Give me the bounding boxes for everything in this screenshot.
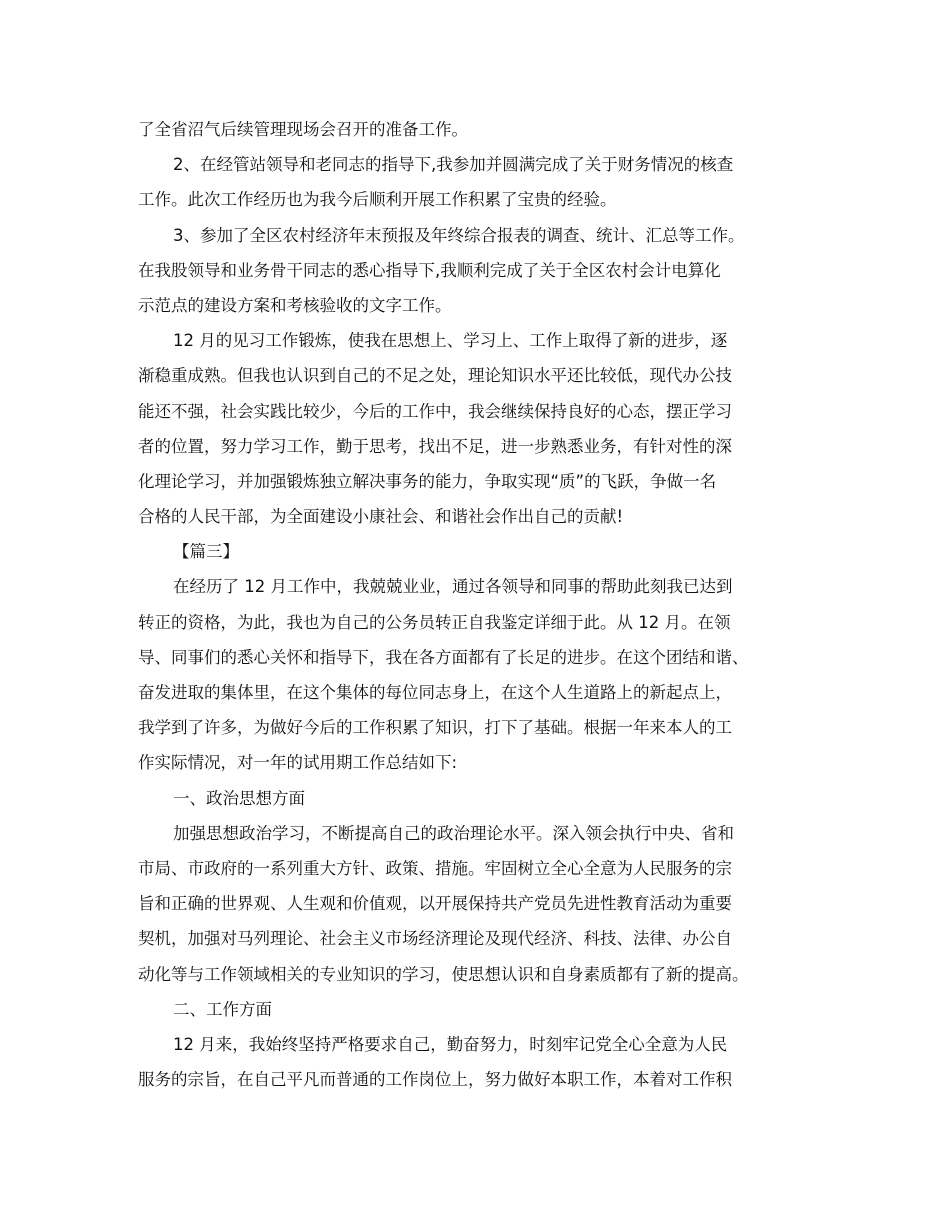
text-line: 我学到了许多，为做好今后的工作积累了知识，打下了基础。根据一年来本人的工 — [138, 718, 732, 738]
text-line: 导、同事们的悉心关怀和指导下，我在各方面都有了长足的进步。在这个团结和谐、 — [138, 647, 749, 667]
text-line: 加强思想政治学习，不断提高自己的政治理论水平。深入领会执行中央、省和 — [173, 823, 734, 843]
text-line: 作实际情况，对一年的试用期工作总结如下: — [138, 753, 458, 773]
text-line: 二、工作方面 — [173, 999, 272, 1019]
text-line: 在我股领导和业务骨干同志的悉心指导下,我顺利完成了关于全区农村会计电算化 — [138, 260, 721, 280]
text-line: 动化等与工作领域相关的专业知识的学习，使思想认识和自身素质都有了新的提高。 — [138, 964, 749, 984]
text-line: 在经历了 12 月工作中，我兢兢业业，通过各领导和同事的帮助此刻我已达到 — [173, 577, 733, 597]
document-body — [138, 112, 818, 1097]
text-line: 能还不强，社会实践比较少，今后的工作中，我会继续保持良好的心态，摆正学习 — [138, 401, 732, 421]
text-line: 奋发进取的集体里，在这个集体的每位同志身上，在这个人生道路上的新起点上， — [138, 683, 732, 702]
text-line: 市局、市政府的一系列重大方针、政策、措施。牢固树立全心全意为人民服务的宗 — [138, 858, 732, 878]
text-line: 合格的人民干部，为全面建设小康社会、和谐社会作出自己的贡献! — [138, 507, 624, 527]
text-line: 2、在经管站领导和老同志的指导下,我参加并圆满完成了关于财务情况的核查 — [173, 155, 734, 175]
text-line: 工作。此次工作经历也为我今后顺利开展工作积累了宝贵的经验。 — [138, 190, 617, 210]
text-line: 12 月来，我始终坚持严格要求自己，勤奋努力，时刻牢记党全心全意为人民 — [173, 1034, 728, 1054]
text-line: 示范点的建设方案和考核验收的文字工作。 — [138, 295, 452, 315]
text-line: 者的位置，努力学习工作，勤于思考，找出不足，进一步熟悉业务，有针对性的深 — [138, 436, 732, 456]
text-line: 一、政治思想方面 — [173, 788, 305, 808]
text-line: 3、参加了全区农村经济年末预报及年终综合报表的调查、统计、汇总等工作。 — [173, 225, 745, 245]
text-line: 旨和正确的世界观、人生观和价值观，以开展保持共产党员先进性教育活动为重要 — [138, 894, 732, 914]
text-line: 契机，加强对马列理论、社会主义市场经济理论及现代经济、科技、法律、办公自 — [138, 929, 732, 949]
text-line: 【篇三】 — [173, 542, 239, 562]
text-line: 化理论学习，并加强锻炼独立解决事务的能力，争取实现“质”的飞跃，争做一名 — [138, 471, 717, 491]
text-line: 服务的宗旨，在自己平凡而普通的工作岗位上，努力做好本职工作，本着对工作积 — [138, 1070, 732, 1090]
text-line: 了全省沼气后续管理现场会召开的准备工作。 — [138, 120, 468, 139]
text-line: 渐稳重成熟。但我也认识到自己的不足之处，理论知识水平还比较低，现代办公技 — [138, 366, 732, 386]
text-line: 转正的资格，为此，我也为自己的公务员转正自我鉴定详细于此。从 12 月。在领 — [138, 612, 731, 632]
text-line: 12 月的见习工作锻炼，使我在思想上、学习上、工作上取得了新的进步，逐 — [173, 331, 728, 351]
